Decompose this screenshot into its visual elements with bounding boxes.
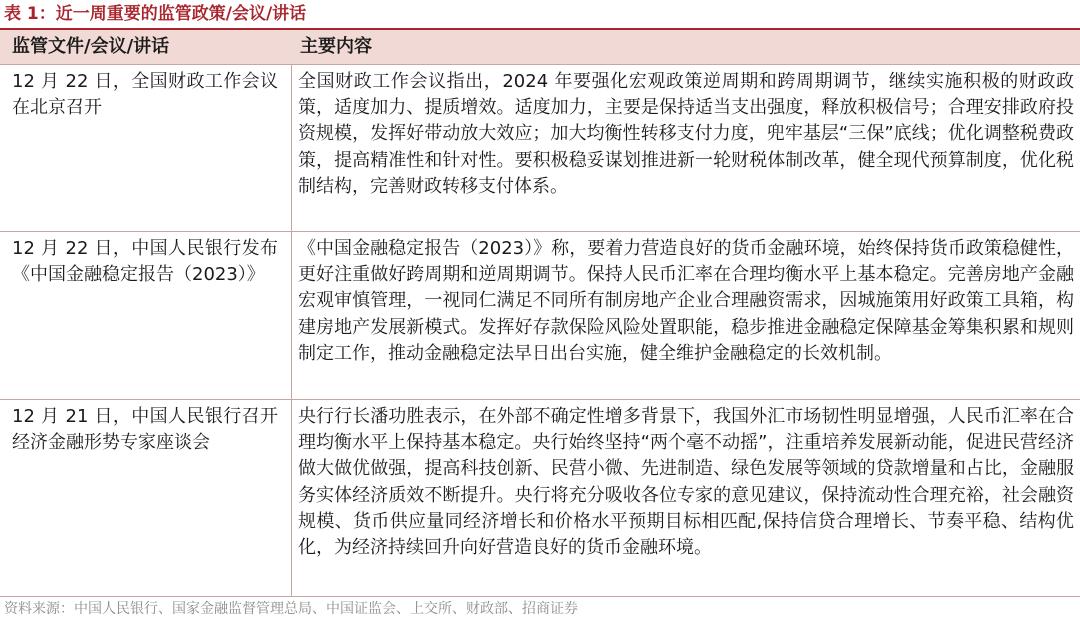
source-note: 资料来源：中国人民银行、国家金融监督管理总局、中国证监会、上交所、财政部、招商证券	[4, 601, 578, 617]
table-caption: 表 1：近一周重要的监管政策/会议/讲话	[4, 4, 307, 24]
table-row	[0, 231, 1080, 400]
row-content-cell: 央行行长潘功胜表示，在外部不确定性增多背景下，我国外汇市场韧性明显增强，人民币汇率在合理均衡水平上保持基本稳定。央行始终坚持“两个毫不动摇”，注重培养发展新动能，促进民营经济做大做优做强，提高科技创新、民营小微、先进制造、绿色发展等领域的贷款增量和占比，金融服务实体经济质效不断提升。央行将充分吸收各位专家的意见建议，保持流动性合理充裕，社会融资规模、货币供应量同经济增长和价格水平预期目标相匹配,保持信贷合理增长、节奏平稳、结构优化，为经济持续回升向好营造良好的货币金融环境。	[298, 406, 1074, 559]
column-divider	[291, 65, 292, 232]
header-col-event: 监管文件/会议/讲话	[12, 36, 170, 57]
row-event-cell: 12 月 21 日，中国人民银行召开经济金融形势专家座谈会	[12, 406, 278, 454]
column-divider	[291, 400, 292, 597]
column-divider	[291, 232, 292, 400]
table-row	[0, 399, 1080, 597]
table-header	[0, 30, 1080, 64]
table-bottom-rule	[0, 596, 1080, 597]
header-col-content: 主要内容	[300, 36, 372, 57]
row-content-cell: 《中国金融稳定报告（2023）》称，要着力营造良好的货币金融环境，始终保持货币政策稳健性，更好注重做好跨周期和逆周期调节。保持人民币汇率在合理均衡水平上基本稳定。完善房地产金融宏观审慎管理，一视同仁满足不同所有制房地产企业合理融资需求，因城施策用好政策工具箱，构建房地产发展新模式。发挥好存款保险风险处置职能，稳步推进金融稳定保障基金筹集积累和规则制定工作，推动金融稳定法早日出台实施，健全维护金融稳定的长效机制。	[298, 238, 1074, 364]
row-event-cell: 12 月 22 日，中国人民银行发布《中国金融稳定报告（2023）》	[12, 238, 278, 286]
table-row	[0, 64, 1080, 232]
row-content-cell: 全国财政工作会议指出，2024 年要强化宏观政策逆周期和跨周期调节，继续实施积极的财政政策，适度加力、提质增效。适度加力，主要是保持适当支出强度，释放积极信号；合理安排政府投资规模，发挥好带动放大效应；加大均衡性转移支付力度，兜牢基层“三保”底线；优化调整税费政策，提高精准性和针对性。要积极稳妥谋划推进新一轮财税体制改革，健全现代预算制度，优化税制结构，完善财政转移支付体系。	[298, 71, 1074, 197]
row-event-cell: 12 月 22 日，全国财政工作会议在北京召开	[12, 71, 278, 119]
